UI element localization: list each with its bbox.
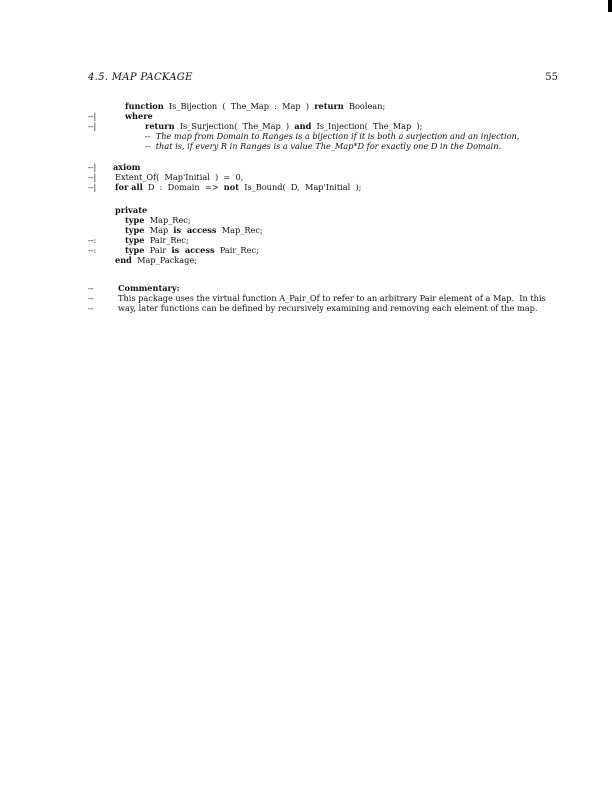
keyword: is access	[171, 245, 215, 255]
code-text: --	[145, 141, 156, 151]
code-text: Is_Surjection( The_Map )	[174, 121, 295, 131]
comment-text: that is, if every R in Ranges is a value The_Map*D for exactly one D in the Domain.	[155, 141, 502, 151]
keyword: is access	[173, 225, 217, 235]
annotation-marker: --	[88, 283, 94, 293]
code-text: Map_Package;	[131, 255, 197, 265]
keyword: private	[115, 205, 148, 215]
annotation-marker: --|	[88, 111, 97, 121]
keyword: Commentary:	[118, 283, 180, 293]
page-number: 55	[545, 72, 558, 83]
code-text: Is_Bijection ( The_Map : Map )	[163, 101, 315, 111]
code-line	[125, 111, 153, 121]
keyword: return	[145, 121, 175, 131]
keyword: end	[115, 255, 132, 265]
section-title: 4.5. MAP PACKAGE	[88, 72, 193, 83]
keyword: where	[125, 111, 153, 121]
code-text: Pair_Rec;	[214, 245, 259, 255]
code-line	[118, 283, 180, 293]
annotation-marker: --	[88, 293, 94, 303]
code-line	[115, 172, 243, 182]
code-text: Boolean;	[343, 101, 386, 111]
annotation-marker: --|	[88, 172, 97, 182]
code-line	[125, 235, 189, 245]
code-text: Pair	[144, 245, 172, 255]
keyword: type	[125, 225, 145, 235]
code-text: Map_Rec;	[216, 225, 263, 235]
code-text: way, later functions can be defined by recursively examining and removing each element of the map.	[118, 303, 538, 313]
code-text: This package uses the virtual function A_Pair_Of to refer to an arbitrary Pair element of a Map. In this	[118, 293, 546, 303]
keyword: type	[125, 235, 145, 245]
code-line	[125, 101, 385, 111]
keyword: function	[125, 101, 164, 111]
keyword: type	[125, 245, 145, 255]
code-text: Map_Rec;	[144, 215, 191, 225]
keyword: type	[125, 215, 145, 225]
annotation-marker: --	[88, 303, 94, 313]
code-line	[125, 245, 259, 255]
code-line	[115, 205, 147, 215]
keyword: not	[223, 182, 239, 192]
code-text: Extent_Of( Map'Initial ) = 0,	[115, 172, 244, 182]
keyword: and	[294, 121, 312, 131]
code-line	[118, 293, 546, 303]
code-line	[115, 182, 361, 192]
code-text: D : Domain =>	[142, 182, 224, 192]
annotation-marker: --|	[88, 121, 97, 131]
page-header	[88, 72, 558, 86]
code-line	[125, 225, 263, 235]
code-text: Is_Injection( The_Map );	[311, 121, 423, 131]
code-line	[145, 121, 422, 131]
code-line	[115, 255, 197, 265]
code-line	[125, 215, 191, 225]
annotation-marker: --|	[88, 162, 97, 172]
code-line	[118, 303, 537, 313]
code-text: Is_Bound( D, Map'Initial );	[239, 182, 362, 192]
page-edge-mark	[608, 0, 612, 12]
code-line	[113, 162, 140, 172]
code-text: --	[145, 131, 156, 141]
comment-text: The map from Domain to Ranges is a bijection if it is both a surjection and an injection,	[155, 131, 520, 141]
annotation-marker: --:	[88, 245, 97, 255]
code-text: Pair_Rec;	[144, 235, 189, 245]
keyword: for all	[115, 182, 143, 192]
keyword: axiom	[113, 162, 141, 172]
code-line	[145, 131, 519, 141]
annotation-marker: --|	[88, 182, 97, 192]
code-line	[145, 141, 501, 151]
keyword: return	[314, 101, 344, 111]
annotation-marker: --:	[88, 235, 97, 245]
code-text: Map	[144, 225, 174, 235]
